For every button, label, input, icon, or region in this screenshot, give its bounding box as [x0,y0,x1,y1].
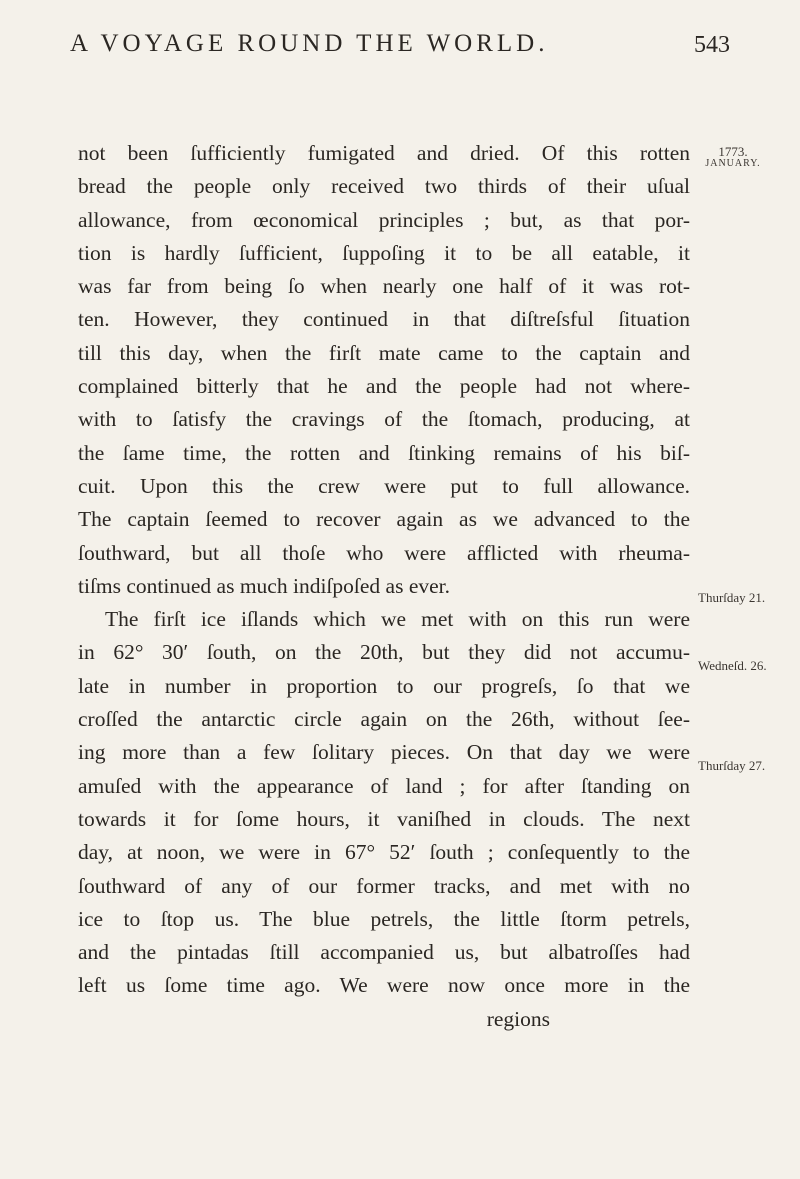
margin-note-wednesday-26: Wedneſd. 26. [698,658,767,673]
margin-year: 1773. [718,144,748,159]
text-line: ice to ſtop us. The blue petrels, the little ſtorm petrels, [78,906,690,931]
text-line: ſouthward of any of our former tracks, and met with no [78,873,690,898]
catchword: regions [486,1006,550,1031]
text-line: late in number in proportion to our progreſs, ſo that we [78,673,690,698]
text-line: not been ſufficiently fumigated and dried. Of this rotten [78,141,690,165]
text-line: croſſed the antarctic circle again on the 26th, without ſee- [78,707,690,732]
running-head [70,30,730,60]
text-line: allowance, from œconomical principles ; but, as that por- [78,207,690,232]
text-line: left us ſome time ago. We were now once more in the [78,973,690,998]
margin-date-year [698,146,768,170]
running-title: A VOYAGE ROUND THE WORLD. [70,30,549,57]
text-line: till this day, when the firſt mate came to the captain and [78,340,690,365]
text-line: The firſt ice iſlands which we met with on this run were [105,607,690,632]
text-line: was far from being ſo when nearly one half of it was rot- [78,274,690,299]
text-line: The captain ſeemed to recover again as we advanced to the [78,507,690,532]
text-line: with to ſatisfy the cravings of the ſtomach, producing, at [78,407,690,432]
text-line: amuſed with the appearance of land ; for after ſtanding on [78,773,690,798]
text-line: ten. However, they continued in that diſtreſsful ſituation [78,307,690,332]
text-line: complained bitterly that he and the people had not where- [78,374,690,399]
text-line: tion is hardly ſufficient, ſuppoſing it to be all eatable, it [78,240,690,265]
text-line: towards it for ſome hours, it vaniſhed in clouds. The next [78,806,690,831]
text-line: ſouthward, but all thoſe who were afflicted with rheuma- [78,540,690,565]
text-line: the ſame time, the rotten and ſtinking remains of his biſ- [78,440,690,465]
text-line: tiſms continued as much indiſpoſed as ever. [78,573,450,598]
text-line: and the pintadas ſtill accompanied us, but albatroſſes had [78,940,690,965]
margin-note-thursday-27: Thurſday 27. [698,758,766,773]
text-line: ing more than a few ſolitary pieces. On that day we were [78,740,690,765]
body-text [78,137,690,1036]
text-line: in 62° 30′ ſouth, on the 20th, but they did not accumu- [78,640,690,665]
text-line: bread the people only received two thirds of their uſual [78,174,690,199]
page-number: 543 [694,32,730,58]
margin-month: JANUARY. [705,158,761,169]
text-line: cuit. Upon this the crew were put to full allowance. [78,473,690,498]
margin-note-thursday-21: Thurſday 21. [698,590,766,605]
text-line: day, at noon, we were in 67° 52′ ſouth ; conſequently to the [78,840,690,865]
